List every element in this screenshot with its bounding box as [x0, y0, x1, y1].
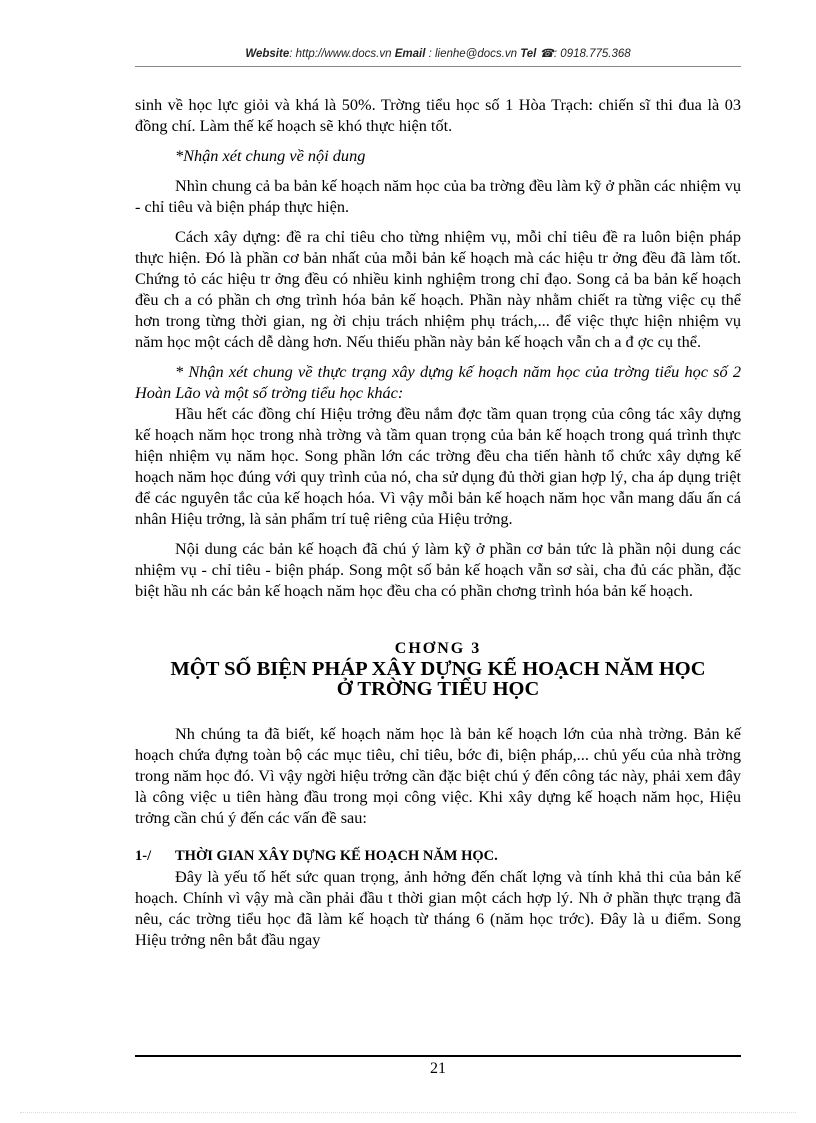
website-label: Website — [245, 48, 290, 60]
page-body — [135, 94, 741, 950]
section-number: 1-/ — [135, 848, 152, 864]
body-paragraph: sinh về học lực giỏi và khá là 50%. Trờng tiểu học số 1 Hòa Trạch: chiến sĩ thi đua là 03 đồng chí. Làm thế kế hoạch sẽ khó thực hiện tốt. — [135, 95, 741, 135]
page-number: 21 — [430, 1060, 446, 1077]
tel-value: ☎: 0918.775.368 — [539, 48, 631, 60]
chapter-title-line-1: MỘT SỐ BIỆN PHÁP XÂY DỰNG KẾ HOẠCH NĂM HỌC — [170, 658, 706, 680]
email-label: Email — [394, 48, 426, 60]
header-rule — [135, 66, 741, 67]
tel-label: Tel — [520, 48, 537, 60]
section-paragraph: Đây là yếu tố hết sức quan trọng, ảnh hởng đến chất lợng và tính khả thi của bản kế hoạch. Chính vì vậy mà cần phải đầu t thời gian một cách hợp lý. Nh ở phần thực trạng đã nêu, các trờng tiểu học đã làm kế hoạch từ tháng 6 (năm học trớc). Đây là u điểm. Song Hiệu trởng nên bắt đầu ngay — [135, 867, 741, 949]
body-paragraph: Nội dung các bản kế hoạch đã chú ý làm kỹ ở phần cơ bản tức là phần nội dung các nhiệm vụ - chỉ tiêu - biện pháp. Song một số bản kế hoạch vẫn sơ sài, cha đủ các phần, đặc biệt hầu nh các bản kế hoạch năm học đều cha có phần chơng trình hóa bản kế hoạch. — [135, 539, 741, 600]
chapter-label: CHƠNG 3 — [394, 640, 482, 657]
chapter-title-line-2: Ở TRỜNG TIỂU HỌC — [336, 678, 540, 700]
page-header — [135, 46, 741, 60]
body-paragraph: Hầu hết các đồng chí Hiệu trởng đều nắm đợc tầm quan trọng của công tác xây dựng kế hoạch năm học trong nhà trờng và tầm quan trọng của bản kế hoạch trong quá trình thực hiện nhiệm vụ năm học. Song phần lớn các trờng đều cha tiến hành tổ chức xây dựng kế hoạch năm học đúng với quy trình của nó, cha sử dụng đủ thời gian hợp lý, cha áp dụng triệt để các nguyên tắc của kế hoạch hóa. Vì vậy mỗi bản kế hoạch năm học vẫn mang dấu ấn cá nhân Hiệu trởng, là sản phẩm trí tuệ riêng của Hiệu trởng. — [135, 404, 741, 528]
body-paragraph: Cách xây dựng: đề ra chỉ tiêu cho từng nhiệm vụ, mỗi chỉ tiêu đề ra luôn biện pháp thực hiện. Đó là phần cơ bản nhất của mỗi bản kế hoạch mà các hiệu tr ởng đều đã làm tốt. Chứng tỏ các hiệu tr ởng đều có nhiều kinh nghiệm trong chỉ đạo. Song cả ba bản kế hoạch đều ch a có phần ch ơng trình hóa bản kế hoạch. Phần này nhằm chiết ra từng việc cụ thể hơn trong từng thời gian, ng ời chịu trách nhiệm phụ trách,... để việc thực hiện nhiệm vụ năm học một cách dễ dàng hơn. Nếu thiếu phần này bản kế hoạch vẫn ch a đ ợc cụ thể. — [135, 227, 741, 351]
review-heading-status: * Nhận xét chung về thực trạng xây dựng kế hoạch năm học của trờng tiểu học số 2 Hoàn Lão và một số trờng tiểu học khác: — [135, 362, 741, 402]
review-heading-content: *Nhận xét chung về nội dung — [175, 146, 366, 165]
page-bottom-border — [20, 1112, 796, 1113]
body-paragraph: Nhìn chung cả ba bản kế hoạch năm học của ba trờng đều làm kỹ ở phần các nhiệm vụ - chỉ tiêu và biện pháp thực hiện. — [135, 176, 741, 216]
email-value: : lienhe@docs.vn — [428, 48, 517, 60]
website-value: : http://www.docs.vn — [289, 48, 392, 60]
section-title: THỜI GIAN XÂY DỰNG KẾ HOẠCH NĂM HỌC. — [175, 848, 498, 864]
chapter-intro: Nh chúng ta đã biết, kế hoạch năm học là bản kế hoạch lớn của nhà trờng. Bản kế hoạch chứa đựng toàn bộ các mục tiêu, chỉ tiêu, bớc đi, biện pháp,... chủ yếu của nhà trờng trong năm học đó. Vì vậy ngời hiệu trởng cần đặc biệt chú ý đến công tác này, phải xem đây là công việc u tiên hàng đầu trong mọi công việc. Khi xây dựng kế hoạch năm học, Hiệu trởng cần chú ý đến các vấn đề sau: — [135, 724, 741, 827]
section-heading — [135, 846, 741, 866]
footer-rule — [135, 1055, 741, 1057]
